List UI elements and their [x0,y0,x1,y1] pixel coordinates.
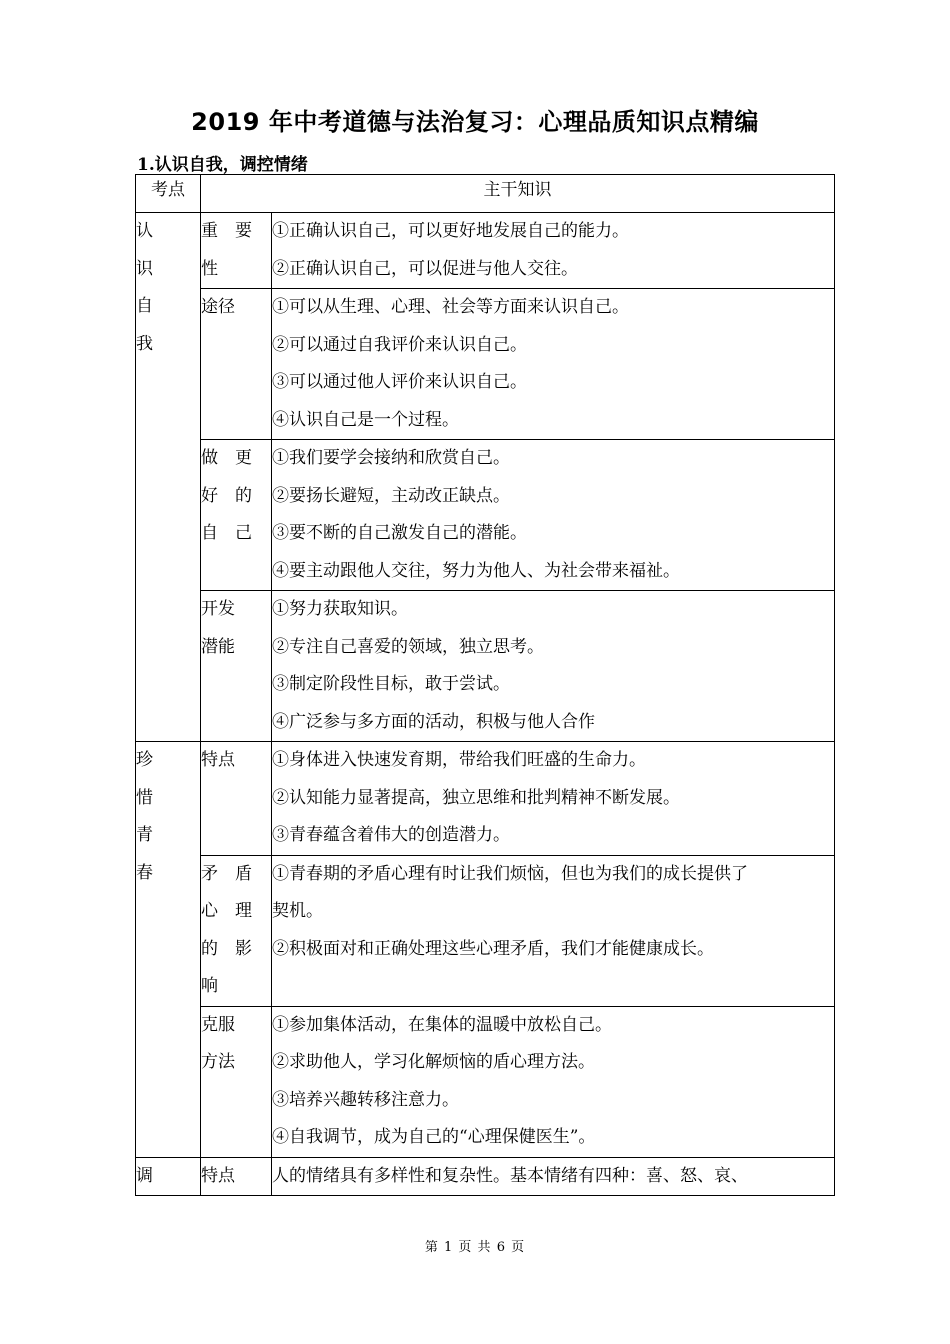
subtopic-label: 性 [201,258,218,279]
content-item: ②专注自己喜爱的领域，独立思考。 [272,636,544,657]
subtopic-label: 好 的 [201,485,252,506]
content-cell [272,855,835,1006]
topic-char: 自 [136,296,153,316]
subtopic-label: 特点 [201,1165,235,1186]
subtopic-cell [201,1006,272,1157]
subtopic-label: 重 要 [201,221,252,241]
content-item: ②要扬长避短，主动改正缺点。 [272,485,510,506]
table-row [136,440,835,591]
content-cell [272,289,835,440]
topic-char: 我 [136,333,153,354]
content-item: ①可以从生理、心理、社会等方面来认识自己。 [272,297,629,317]
table-row [136,855,835,1006]
subtopic-label: 响 [201,976,218,996]
subtopic-label: 的 影 [201,938,252,959]
page-title: 2019 年中考道德与法治复习：心理品质知识点精编 [191,108,759,136]
content-item: ①身体进入快速发育期，带给我们旺盛的生命力。 [272,750,646,770]
topic-char: 调 [136,1165,153,1186]
content-item: ③制定阶段性目标，敢于尝试。 [272,674,510,694]
subtopic-label: 心 理 [201,901,252,921]
content-item: ①我们要学会接纳和欣赏自己。 [272,448,510,468]
content-cell [272,213,835,289]
content-item: ③培养兴趣转移注意力。 [272,1089,459,1110]
subtopic-label: 做 更 [201,448,252,468]
table-row [136,1157,835,1196]
subtopic-cell [201,591,272,742]
subtopic-cell [201,742,272,856]
content-cell [272,440,835,591]
content-cell [272,1006,835,1157]
content-item: ④自我调节，成为自己的“心理保健医生”。 [272,1127,596,1147]
header-knowledge: 主干知识 [201,175,835,213]
content-item: ④要主动跟他人交往，努力为他人、为社会带来福祉。 [272,560,680,581]
subtopic-label: 特点 [201,750,235,770]
content-item: ②求助他人，学习化解烦恼的盾心理方法。 [272,1052,595,1072]
content-item: ①正确认识自己，可以更好地发展自己的能力。 [272,221,629,241]
content-item: ①努力获取知识。 [272,599,408,619]
topic-char: 珍 [136,750,153,770]
table-row [136,289,835,440]
subtopic-label: 矛 盾 [201,863,252,884]
knowledge-table [135,174,835,1196]
content-item: ④认识自己是一个过程。 [272,409,459,430]
topic-cell [136,213,201,742]
section-heading: 1.认识自我，调控情绪 [137,155,308,175]
table-row [136,591,835,742]
content-cell [272,1157,835,1196]
topic-cell [136,1157,201,1196]
content-item: ③青春蕴含着伟大的创造潜力。 [272,825,510,845]
table-row [136,1006,835,1157]
subtopic-cell [201,213,272,289]
content-item: ③要不断的自己激发自己的潜能。 [272,523,527,543]
topic-cell [136,742,201,1158]
header-topic: 考点 [136,175,201,213]
content-item: ②积极面对和正确处理这些心理矛盾，我们才能健康成长。 [272,938,714,959]
subtopic-label: 开发 [201,599,235,619]
content-item: ②认知能力显著提高，独立思维和批判精神不断发展。 [272,787,680,808]
content-cell [272,591,835,742]
topic-char: 春 [136,862,153,883]
table-header-row [136,175,835,213]
content-item: ④广泛参与多方面的活动，积极与他人合作 [272,711,595,732]
subtopic-label: 自 己 [201,523,252,543]
topic-char: 惜 [136,787,153,808]
subtopic-cell [201,440,272,591]
content-item: 契机。 [272,901,323,921]
content-item: ③可以通过他人评价来认识自己。 [272,372,527,392]
content-item: ①青春期的矛盾心理有时让我们烦恼，但也为我们的成长提供了 [272,863,748,884]
content-item: 人的情绪具有多样性和复杂性。基本情绪有四种：喜、怒、哀、 [272,1165,748,1186]
content-item: ②正确认识自己，可以促进与他人交往。 [272,258,578,279]
subtopic-cell [201,1157,272,1196]
subtopic-label: 途径 [201,297,235,317]
table-row [136,742,835,856]
table-row [136,213,835,289]
subtopic-label: 克服 [201,1014,235,1035]
page-footer: 第 1 页 共 6 页 [424,1240,526,1255]
content-item: ①参加集体活动，在集体的温暖中放松自己。 [272,1014,612,1035]
topic-char: 识 [136,258,153,279]
content-item: ②可以通过自我评价来认识自己。 [272,334,527,355]
topic-char: 青 [136,825,153,845]
subtopic-label: 潜能 [201,636,235,657]
subtopic-cell [201,855,272,1006]
subtopic-cell [201,289,272,440]
content-cell [272,742,835,856]
topic-char: 认 [136,221,153,241]
subtopic-label: 方法 [201,1052,235,1072]
